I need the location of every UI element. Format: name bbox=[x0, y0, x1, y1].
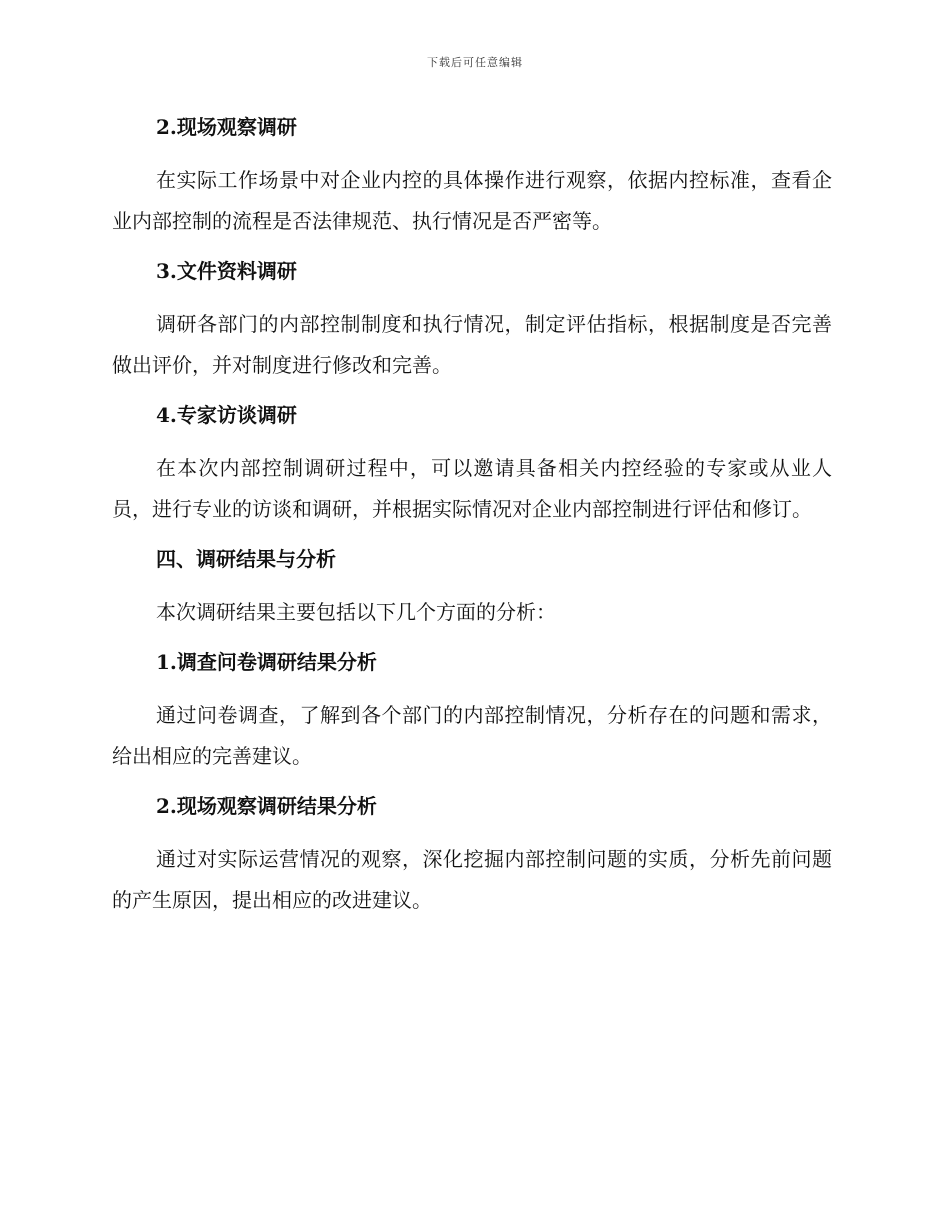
section-paragraph: 通过问卷调查，了解到各个部门的内部控制情况，分析存在的问题和需求，给出相应的完善建议。 bbox=[112, 703, 832, 768]
section-heading: 3.文件资料调研 bbox=[156, 259, 297, 283]
header-note: 下载后可任意编辑 bbox=[427, 56, 523, 69]
section-heading: 2.现场观察调研 bbox=[156, 115, 297, 139]
section-paragraph: 调研各部门的内部控制制度和执行情况，制定评估指标，根据制度是否完善做出评价，并对制度进行修改和完善。 bbox=[112, 312, 832, 377]
section-heading: 四、调研结果与分析 bbox=[156, 547, 336, 571]
section-paragraph: 在本次内部控制调研过程中，可以邀请具备相关内控经验的专家或从业人员，进行专业的访谈和调研，并根据实际情况对企业内部控制进行评估和修订。 bbox=[112, 456, 832, 521]
section-document-research bbox=[112, 254, 832, 386]
section-field-observation bbox=[112, 110, 832, 242]
section-results-analysis bbox=[112, 542, 832, 633]
section-expert-interview bbox=[112, 398, 832, 530]
section-paragraph: 在实际工作场景中对企业内控的具体操作进行观察，依据内控标准，查看企业内部控制的流程是否法律规范、执行情况是否严密等。 bbox=[112, 168, 832, 233]
section-heading: 2.现场观察调研结果分析 bbox=[156, 794, 377, 818]
section-heading: 1.调查问卷调研结果分析 bbox=[156, 650, 377, 674]
section-survey-results bbox=[112, 645, 832, 777]
section-paragraph: 本次调研结果主要包括以下几个方面的分析： bbox=[156, 600, 556, 624]
section-observation-results bbox=[112, 789, 832, 921]
section-heading: 4.专家访谈调研 bbox=[156, 403, 297, 427]
section-paragraph: 通过对实际运营情况的观察，深化挖掘内部控制问题的实质，分析先前问题的产生原因，提出相应的改进建议。 bbox=[112, 847, 832, 912]
document-body bbox=[112, 110, 832, 921]
